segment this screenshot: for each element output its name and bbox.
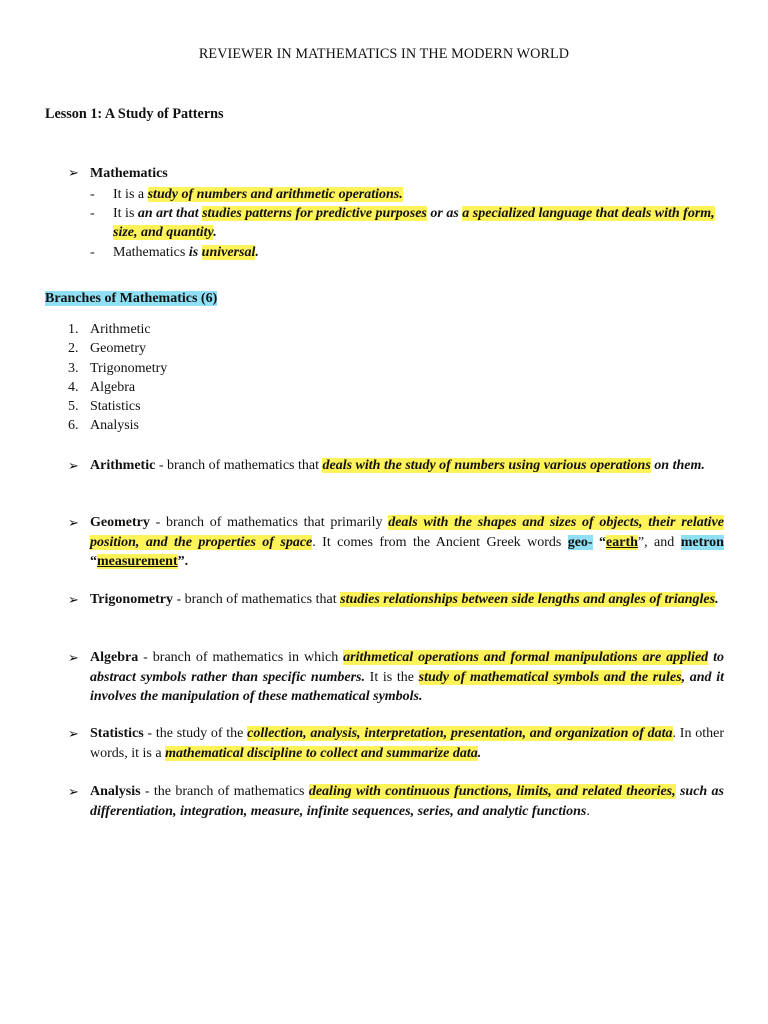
highlight-text: measurement <box>97 554 178 570</box>
highlight-text: study of numbers and arithmetic operations <box>147 187 400 202</box>
arrow-bullet-icon: ➢ <box>68 165 79 180</box>
mathematics-heading: ➢ Mathematics <box>68 165 168 181</box>
branch-label: Trigonometry <box>90 360 168 376</box>
term: Trigonometry <box>90 592 173 607</box>
arrow-bullet-icon: ➢ <box>68 592 79 607</box>
highlight-term: geo- <box>567 534 593 550</box>
definition-trigonometry: ➢ Trigonometry - branch of mathematics that studies relationships between side lengths and angles of triangles. <box>68 590 724 610</box>
mathematics-definition-list <box>90 185 730 262</box>
term: Algebra <box>90 650 139 665</box>
definition-line: - It is an art that studies patterns for predictive purposes or as a specialized language that deals with form, size, and quantity. <box>90 206 715 241</box>
highlight-text: a specialized language that deals with form, size, and quantity <box>113 206 715 241</box>
term: Statistics <box>90 726 144 741</box>
highlight-text: mathematical discipline to collect and summarize data <box>165 745 478 761</box>
list-number: 2. <box>68 341 79 357</box>
list-number: 3. <box>68 360 79 376</box>
highlight-text: universal <box>201 244 256 260</box>
document-title: REVIEWER IN MATHEMATICS IN THE MODERN WORLD <box>198 46 570 62</box>
dash-bullet: - <box>90 206 95 222</box>
highlight-text: studies relationships between side lengths and angles of triangles <box>340 592 716 607</box>
highlight-text: collection, analysis, interpretation, presentation, and organization of data <box>247 726 673 741</box>
highlight-text: studies patterns for predictive purposes <box>202 206 427 222</box>
arrow-bullet-icon: ➢ <box>68 650 79 665</box>
lesson-heading: Lesson 1: A Study of Patterns <box>45 106 224 122</box>
branch-label: Arithmetic <box>90 322 151 337</box>
highlight-text: earth <box>606 534 638 550</box>
dash-bullet: - <box>90 187 95 202</box>
branch-label: Algebra <box>90 379 136 395</box>
term: Analysis <box>90 784 141 799</box>
arrow-bullet-icon: ➢ <box>68 784 79 799</box>
highlight-text: dealing with continuous functions, limits, and related theories, <box>308 784 676 799</box>
branch-label: Analysis <box>90 418 139 434</box>
branch-list-item <box>68 378 167 397</box>
definition-line: - It is a study of numbers and arithmetic operations. <box>90 185 730 204</box>
highlight-text: deals with the shapes and sizes of objects, their relative position, and the properties of space <box>90 515 724 550</box>
highlight-term: metron <box>680 534 724 550</box>
list-number: 1. <box>68 322 79 337</box>
list-number: 5. <box>68 399 79 415</box>
branch-label: Statistics <box>90 399 141 415</box>
branches-list <box>68 320 167 436</box>
branch-list-item <box>68 359 167 378</box>
term: Geometry <box>90 515 150 530</box>
branch-label: Geometry <box>90 341 146 357</box>
term: Arithmetic <box>90 458 156 473</box>
definition-statistics: ➢ Statistics - the study of the collection, analysis, interpretation, presentation, and organization of data. In other words, it is a mathematical discipline to collect and summarize data. <box>68 726 724 761</box>
list-number: 6. <box>68 418 79 434</box>
highlight-text: study of mathematical symbols and the rules <box>418 669 682 685</box>
highlight-text: arithmetical operations and formal manipulations are applied <box>343 650 709 665</box>
branch-list-item <box>68 416 167 435</box>
definition-geometry: ➢ Geometry - branch of mathematics that primarily deals with the shapes and sizes of objects, their relative position, and the properties of space. It comes from the Ancient Greek words geo- “earth”, and metron “measurement”. <box>68 515 724 570</box>
definition-arithmetic: ➢ Arithmetic - branch of mathematics that deals with the study of numbers using various operations on them. <box>68 456 724 476</box>
branch-list-item <box>68 339 167 358</box>
branch-list-item <box>68 320 167 339</box>
arrow-bullet-icon: ➢ <box>68 458 79 473</box>
branches-heading: Branches of Mathematics (6) <box>45 291 218 306</box>
arrow-bullet-icon: ➢ <box>68 726 79 741</box>
definition-line: - Mathematics is universal. <box>90 243 730 262</box>
definition-analysis: ➢ Analysis - the branch of mathematics dealing with continuous functions, limits, and related theories, such as differentiation, integration, measure, infinite sequences, series, and analytic functions. <box>68 784 724 819</box>
highlight-text: deals with the study of numbers using various operations <box>322 458 651 473</box>
list-number: 4. <box>68 379 79 395</box>
dash-bullet: - <box>90 244 95 260</box>
definition-algebra: ➢ Algebra - branch of mathematics in which arithmetical operations and formal manipulations are applied to abstract symbols rather than specific numbers. It is the study of mathematical symbols and the rules, and it involves the manipulation of these mathematical symbols. <box>68 650 724 705</box>
arrow-bullet-icon: ➢ <box>68 515 79 530</box>
branch-list-item <box>68 397 167 416</box>
